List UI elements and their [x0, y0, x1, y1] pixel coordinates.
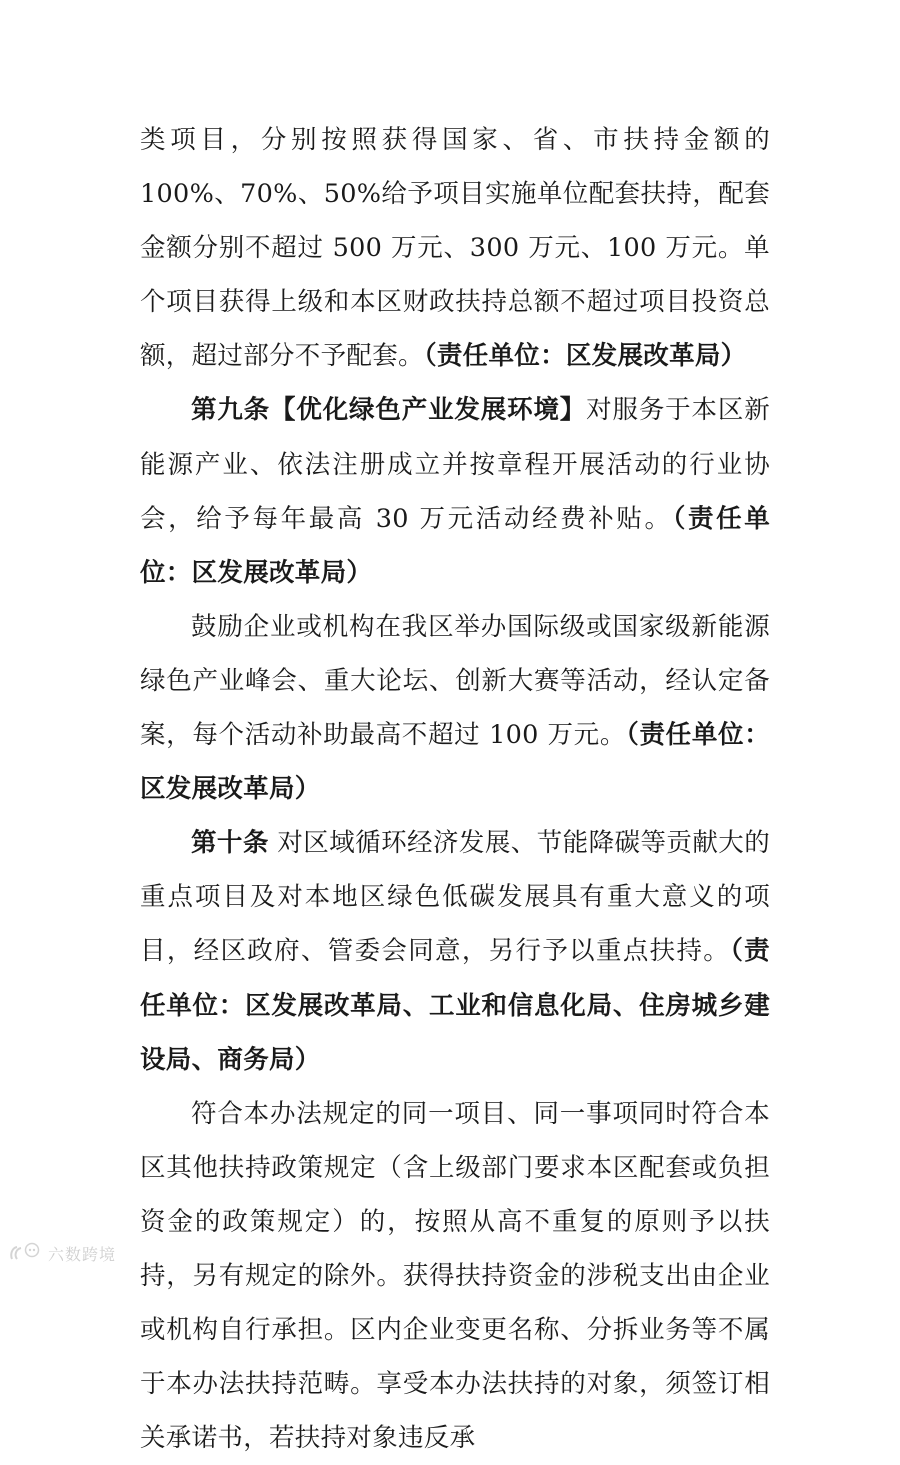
- paragraph-text: 对服务于本区新能源产业、依法注册成立并按章程开展活动的行业协会，给予每年最高 30 万元活动经费补贴。: [140, 395, 770, 534]
- responsible-unit: （责任单位：区发展改革局）: [423, 341, 747, 372]
- responsible-unit: （责任单位：区发展改革局、工业和信息化局、住房城乡建设局、商务局）: [140, 936, 770, 1075]
- article-title: 第十条: [191, 828, 269, 859]
- paragraph-continuation: [140, 113, 770, 383]
- paragraph-text: 类项目，分别按照获得国家、省、市扶持金额的 100%、70%、50%给予项目实施单位配套扶持，配套金额分别不超过 500 万元、300 万元、100 万元。单个项目获得上级和本区财政扶持总额不超过项目投资总额，超过部分不予配套。: [140, 125, 770, 372]
- responsible-unit: （责任单位：区发展改革局）: [140, 720, 770, 805]
- watermark-text: 六数跨境: [48, 1244, 117, 1264]
- paragraph-text: 符合本办法规定的同一项目、同一事项同时符合本区其他扶持政策规定（含上级部门要求本区配套或负担资金的政策规定）的，按照从高不重复的原则予以扶持，另有规定的除外。获得扶持资金的涉税支出由企业或机构自行承担。区内企业变更名称、分拆业务等不属于本办法扶持范畴。享受本办法扶持的对象，须签订相关承诺书，若扶持对象违反承: [140, 1098, 770, 1454]
- watermark: [8, 1240, 116, 1266]
- paragraph-general-provisions: [140, 1087, 770, 1465]
- paragraph-text: 鼓励企业或机构在我区举办国际级或国家级新能源绿色产业峰会、重大论坛、创新大赛等活动，经认定备案，每个活动补助最高不超过 100 万元。: [140, 611, 770, 751]
- article-9: [140, 383, 770, 599]
- document-body: [140, 113, 770, 1465]
- article-title: 第九条【优化绿色产业发展环境】: [191, 395, 587, 426]
- paragraph-events: [140, 600, 770, 816]
- responsible-unit: （责任单位：区发展改革局）: [140, 503, 770, 588]
- paragraph-text: 对区域循环经济发展、节能降碳等贡献大的重点项目及对本地区绿色低碳发展具有重大意义的项目，经区政府、管委会同意，另行予以重点扶持。: [140, 828, 770, 967]
- brand-logo-icon: [8, 1242, 44, 1264]
- article-10: [140, 816, 770, 1086]
